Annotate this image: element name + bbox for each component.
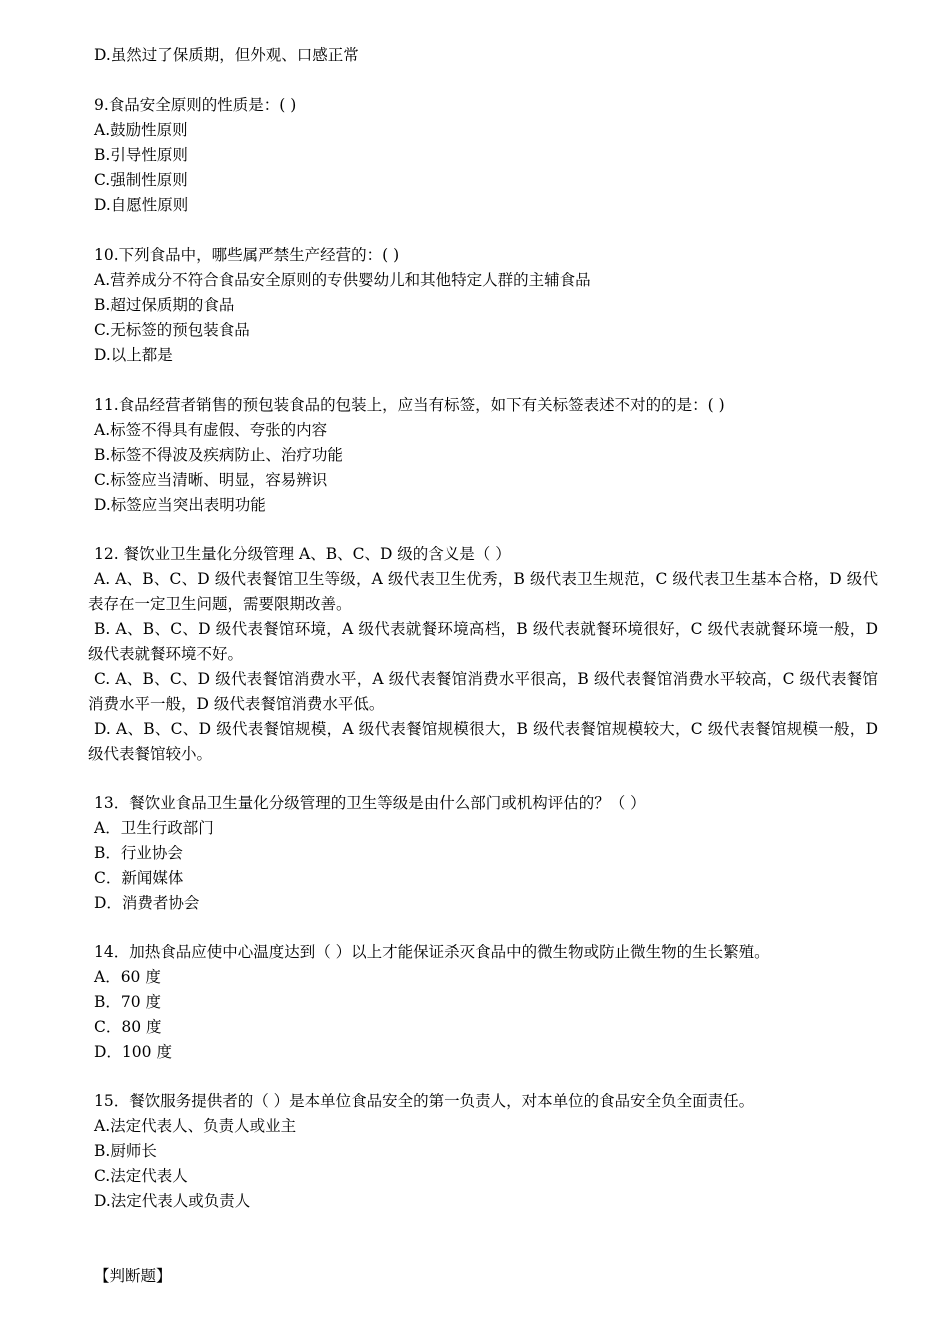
q11-option-c: C.标签应当清晰、明显，容易辨识	[94, 471, 328, 489]
q15-option-b: B.厨师长	[94, 1142, 157, 1160]
q9-option-a: A.鼓励性原则	[94, 121, 188, 139]
q15-question: 15．餐饮服务提供者的（ ）是本单位食品安全的第一负责人，对本单位的食品安全负全面责任。	[94, 1092, 755, 1110]
q9-option-c: C.强制性原则	[94, 171, 188, 189]
q8-option-d: D.虽然过了保质期，但外观、口感正常	[94, 46, 359, 64]
q14-option-b: B．70 度	[94, 993, 162, 1011]
q12-option-c: C. A、B、C、D 级代表餐馆消费水平，A 级代表餐馆消费水平很高，B 级代表餐馆消费水平较高，C 级代表餐馆消费水平一般，D 级代表餐馆消费水平低。	[88, 670, 878, 713]
q12-option-a: A. A、B、C、D 级代表餐馆卫生等级，A 级代表卫生优秀，B 级代表卫生规范，C 级代表卫生基本合格，D 级代表存在一定卫生问题，需要限期改善。	[88, 570, 878, 613]
q14-question: 14．加热食品应使中心温度达到（ ）以上才能保证杀灭食品中的微生物或防止微生物的生长繁殖。	[94, 943, 770, 961]
q14-option-c: C．80 度	[94, 1018, 162, 1036]
q14-option-d: D．100 度	[94, 1043, 172, 1061]
q12-question: 12. 餐饮业卫生量化分级管理 A、B、C、D 级的含义是（ ）	[94, 545, 511, 563]
q15-option-d: D.法定代表人或负责人	[94, 1192, 251, 1210]
q13-option-d: D．消费者协会	[94, 894, 200, 912]
q9-option-d: D.自愿性原则	[94, 196, 189, 214]
q15-option-c: C.法定代表人	[94, 1167, 188, 1185]
q11-option-b: B.标签不得波及疾病防止、治疗功能	[94, 446, 343, 464]
q15-option-a: A.法定代表人、负责人或业主	[94, 1117, 297, 1135]
q11-option-a: A.标签不得具有虚假、夸张的内容	[94, 421, 328, 439]
q10-option-d: D.以上都是	[94, 346, 173, 364]
q12-option-b: B. A、B、C、D 级代表餐馆环境，A 级代表就餐环境高档，B 级代表就餐环境很好，C 级代表就餐环境一般，D 级代表就餐环境不好。	[88, 620, 878, 663]
q10-option-b: B.超过保质期的食品	[94, 296, 235, 314]
q13-option-c: C．新闻媒体	[94, 869, 184, 887]
q12-option-d: D. A、B、C、D 级代表餐馆规模，A 级代表餐馆规模很大，B 级代表餐馆规模较大，C 级代表餐馆规模一般，D 级代表餐馆较小。	[88, 720, 878, 763]
q14-option-a: A．60 度	[94, 968, 161, 986]
q11-option-d: D.标签应当突出表明功能	[94, 496, 266, 514]
q10-question: 10.下列食品中，哪些属严禁生产经营的：( )	[94, 246, 400, 264]
q9-question: 9.食品安全原则的性质是：( )	[94, 96, 297, 114]
q9-option-b: B.引导性原则	[94, 146, 188, 164]
q11-question: 11.食品经营者销售的预包装食品的包装上，应当有标签，如下有关标签表述不对的的是：( )	[94, 396, 725, 414]
q13-option-b: B．行业协会	[94, 844, 183, 862]
section-title: 【判断题】	[94, 1267, 172, 1285]
q13-option-a: A．卫生行政部门	[94, 819, 214, 837]
q10-option-c: C.无标签的预包装食品	[94, 321, 250, 339]
q10-option-a: A.营养成分不符合食品安全原则的专供婴幼儿和其他特定人群的主辅食品	[94, 271, 591, 289]
q13-question: 13．餐饮业食品卫生量化分级管理的卫生等级是由什么部门或机构评估的？（ ）	[94, 794, 646, 812]
